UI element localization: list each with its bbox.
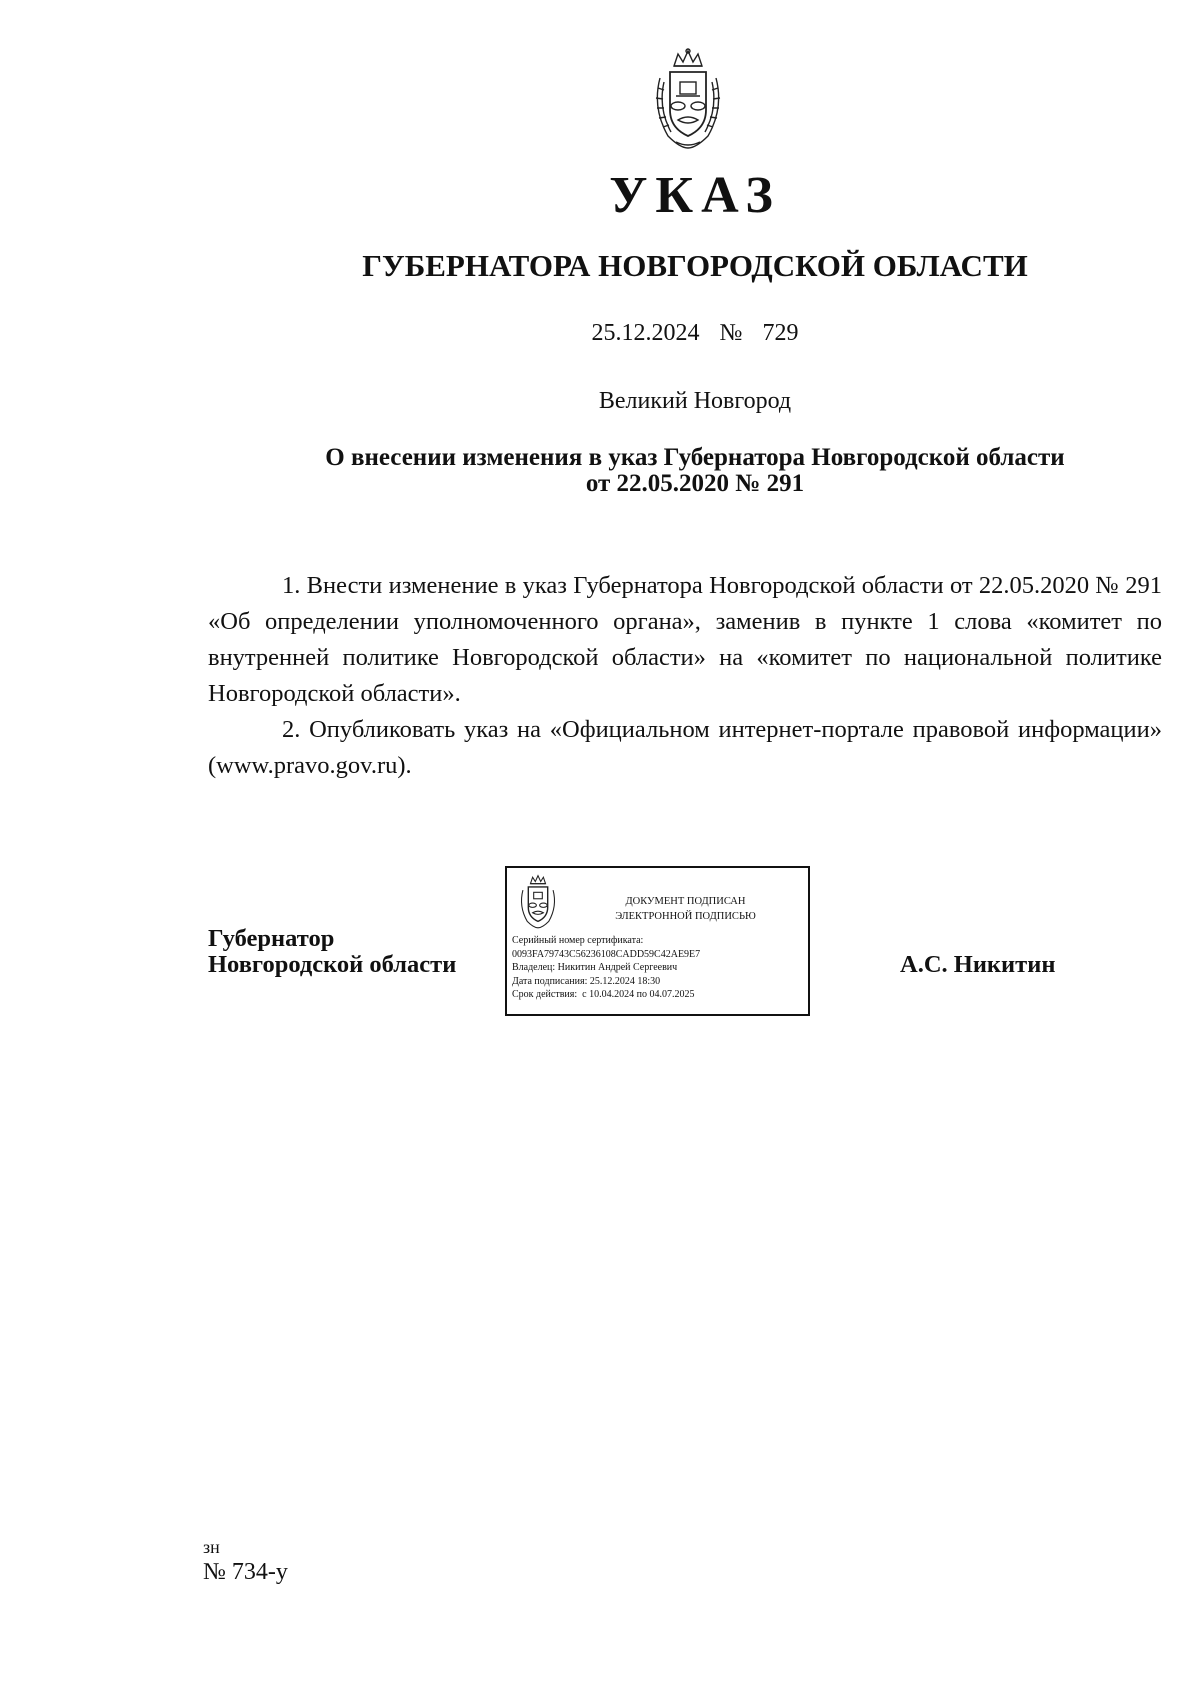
decree-date-number — [0, 318, 1200, 348]
decree-paragraph: 1. Внести изменение в указ Губернатора Новгородской области от 22.05.2020 № 291 «Об определении уполномоченного органа», заменив в пункте 1 слова «комитет по внутренней политике Новгородской области» на «комитет по национальной политике Новгородской области». — [208, 572, 1162, 707]
signatory-position — [208, 926, 456, 978]
issuer-title: ГУБЕРНАТОРА НОВГОРОДСКОЙ ОБЛАСТИ — [362, 248, 1028, 283]
stamp-validity: Срок действия: с 10.04.2024 по 04.07.2025 — [512, 989, 695, 1000]
stamp-serial-label: Серийный номер сертификата: — [512, 935, 644, 946]
stamp-signed-date: Дата подписания: 25.12.2024 18:30 — [512, 975, 661, 987]
registry-number: № 734-у — [203, 1559, 288, 1585]
stamp-owner: Владелец: Никитин Андрей Сергеевич — [512, 962, 678, 973]
stamp-details — [512, 934, 700, 1002]
stamp-serial-value: 0093FA79743C56236108CADD59C42AE9E7 — [512, 948, 701, 960]
decree-paragraph: 2. Опубликовать указ на «Официальном интернет-портале правовой информации» (www.pravo.gov.ru). — [208, 716, 1162, 779]
signatory-position-line: Губернатор — [208, 925, 335, 952]
stamp-heading-line: ЭЛЕКТРОННОЙ ПОДПИСЬЮ — [615, 911, 756, 922]
coat-of-arms-icon — [515, 874, 561, 930]
stamp-heading-line: ДОКУМЕНТ ПОДПИСАН — [625, 896, 746, 907]
document-type-title: УКАЗ — [609, 167, 781, 224]
registry-mark: зн — [203, 1537, 220, 1557]
stamp-heading — [567, 894, 804, 924]
decree-body — [208, 568, 1162, 784]
decree-subject — [0, 445, 1200, 497]
decree-subject-line: от 22.05.2020 № 291 — [585, 470, 805, 497]
decree-subject-line: О внесении изменения в указ Губернатора Новгородской области — [325, 444, 1065, 471]
electronic-signature-stamp — [505, 866, 810, 1016]
decree-city: Великий Новгород — [598, 388, 792, 414]
signatory-position-line: Новгородской области — [208, 951, 457, 978]
signatory-name: А.С. Никитин — [900, 951, 1056, 978]
decree-date-number-text: 25.12.2024 № 729 — [591, 320, 799, 346]
coat-of-arms-icon — [646, 48, 730, 152]
